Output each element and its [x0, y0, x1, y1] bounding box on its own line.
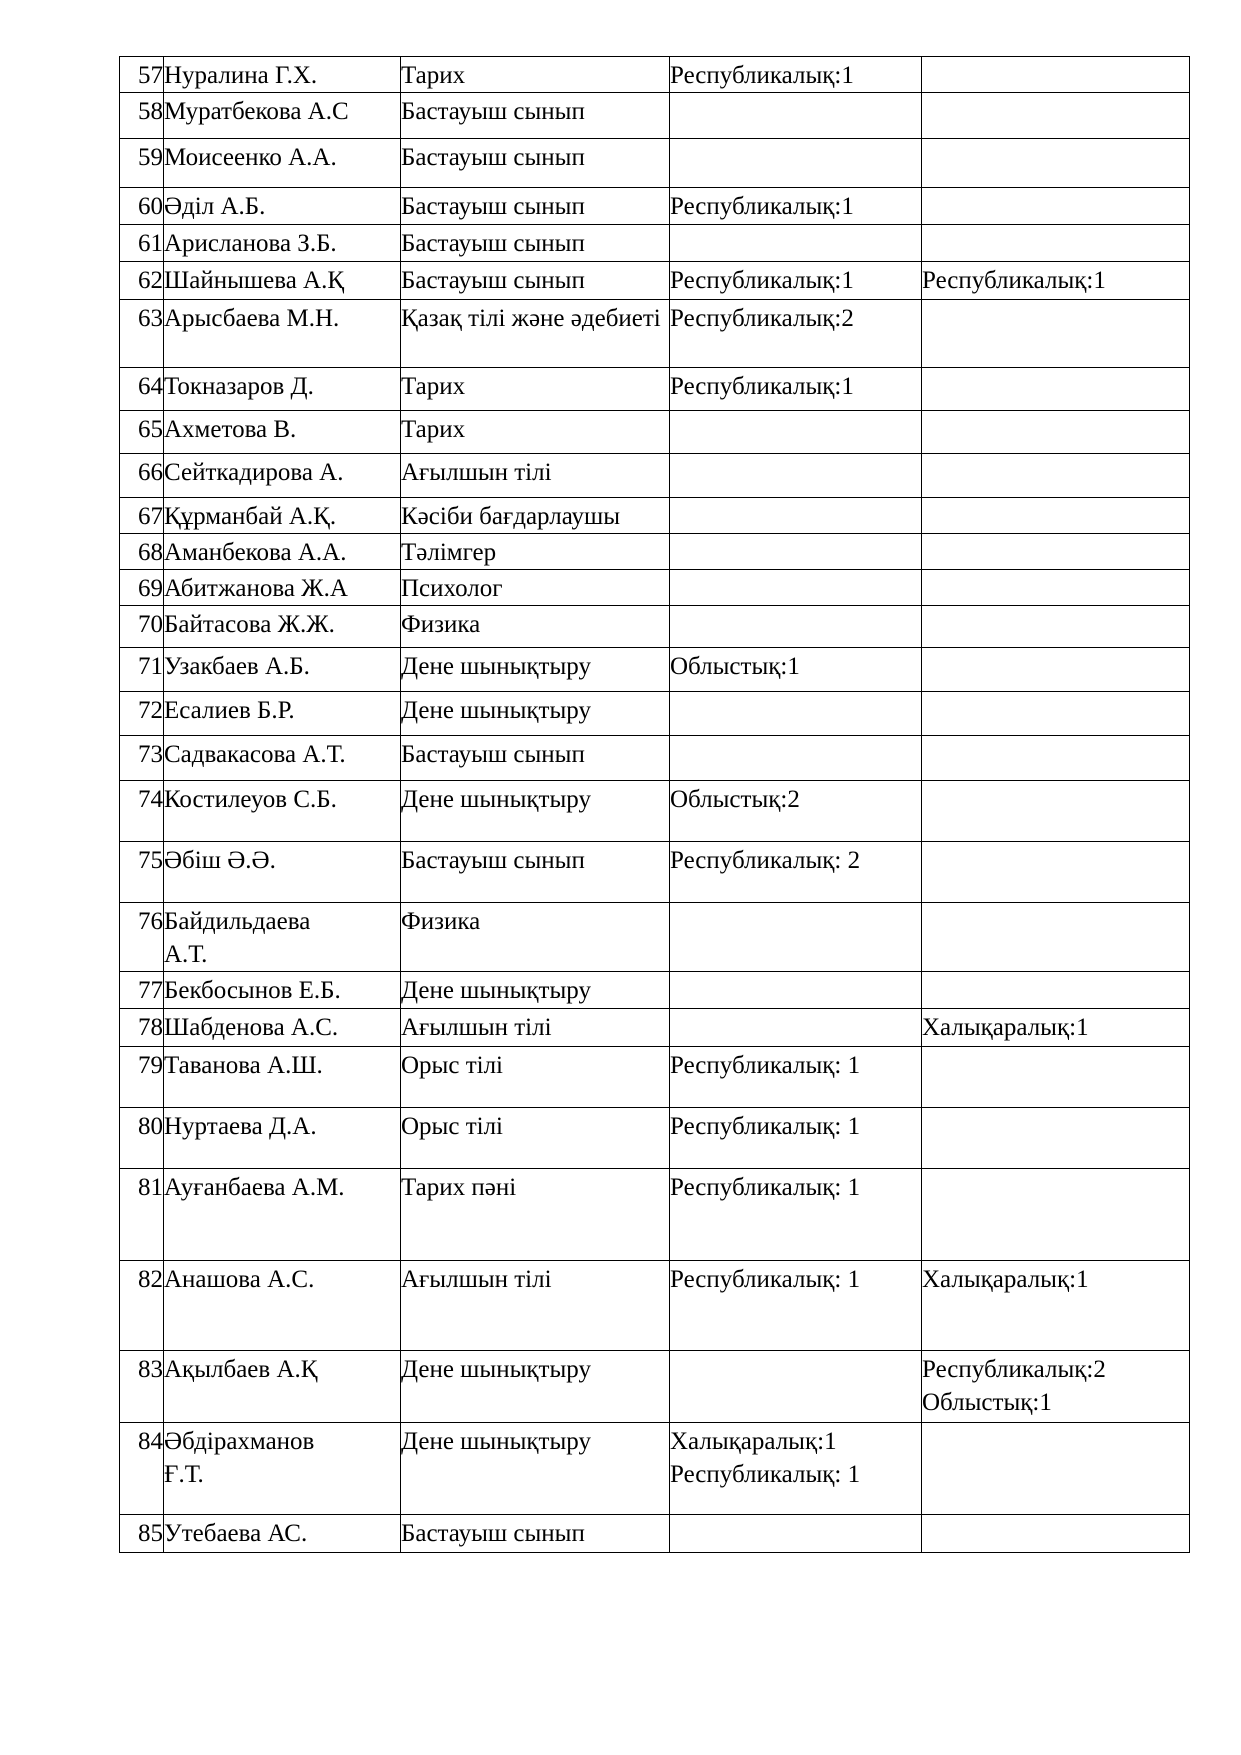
award-cell-b — [922, 781, 1190, 842]
teacher-name-cell: Анашова А.С. — [164, 1261, 401, 1351]
teacher-name-cell: Узакбаев А.Б. — [164, 648, 401, 692]
subject-cell: Дене шынықтыру — [401, 1351, 670, 1423]
table-row — [120, 842, 1190, 903]
subject-cell: Кәсіби бағдарлаушы — [401, 498, 670, 534]
award-cell-b — [922, 454, 1190, 498]
row-number-cell: 79 — [120, 1047, 164, 1108]
award-cell-b — [922, 1423, 1190, 1515]
teacher-name-cell: Нуртаева Д.А. — [164, 1108, 401, 1169]
teacher-name-cell: Аманбекова А.А. — [164, 534, 401, 570]
award-cell-b — [922, 534, 1190, 570]
award-cell-b — [922, 1169, 1190, 1261]
row-number-cell: 76 — [120, 903, 164, 972]
subject-cell: Орыс тілі — [401, 1047, 670, 1108]
teacher-name-cell: Абитжанова Ж.А — [164, 570, 401, 606]
award-cell-b — [922, 692, 1190, 736]
award-cell-a: Халықаралық:1 Республикалық: 1 — [670, 1423, 922, 1515]
subject-cell: Қазақ тілі және әдебиеті — [401, 300, 670, 368]
subject-cell: Дене шынықтыру — [401, 972, 670, 1009]
table-row — [120, 736, 1190, 781]
teacher-name-cell: Ахметова В. — [164, 411, 401, 454]
award-cell-a — [670, 903, 922, 972]
subject-cell: Ағылшын тілі — [401, 1261, 670, 1351]
table-row — [120, 606, 1190, 648]
subject-cell: Дене шынықтыру — [401, 648, 670, 692]
subject-cell: Бастауыш сынып — [401, 188, 670, 225]
table-row — [120, 570, 1190, 606]
teacher-name-cell: Сейткадирова А. — [164, 454, 401, 498]
award-cell-a — [670, 225, 922, 262]
award-cell-b — [922, 57, 1190, 93]
row-number-cell: 74 — [120, 781, 164, 842]
award-cell-a: Республикалық: 2 — [670, 842, 922, 903]
award-cell-b — [922, 1108, 1190, 1169]
subject-cell: Дене шынықтыру — [401, 781, 670, 842]
teacher-name-cell: Бекбосынов Е.Б. — [164, 972, 401, 1009]
teacher-name-cell: Токназаров Д. — [164, 368, 401, 411]
award-cell-b — [922, 300, 1190, 368]
award-cell-a — [670, 570, 922, 606]
table-row — [120, 1009, 1190, 1047]
award-cell-b — [922, 736, 1190, 781]
table-row — [120, 1423, 1190, 1515]
teacher-name-cell: Муратбекова А.С — [164, 93, 401, 139]
award-cell-a — [670, 1351, 922, 1423]
teacher-name-cell: Нуралина Г.Х. — [164, 57, 401, 93]
table-row — [120, 139, 1190, 188]
teacher-name-cell: Костилеуов С.Б. — [164, 781, 401, 842]
row-number-cell: 81 — [120, 1169, 164, 1261]
award-cell-b — [922, 1047, 1190, 1108]
teacher-name-cell: Әбіш Ә.Ә. — [164, 842, 401, 903]
row-number-cell: 73 — [120, 736, 164, 781]
teacher-name-cell: Ауғанбаева А.М. — [164, 1169, 401, 1261]
row-number-cell: 82 — [120, 1261, 164, 1351]
subject-cell: Бастауыш сынып — [401, 262, 670, 300]
award-cell-a: Республикалық:2 — [670, 300, 922, 368]
award-cell-b — [922, 570, 1190, 606]
subject-cell: Бастауыш сынып — [401, 736, 670, 781]
table-row — [120, 534, 1190, 570]
row-number-cell: 80 — [120, 1108, 164, 1169]
award-cell-b — [922, 972, 1190, 1009]
award-cell-a — [670, 606, 922, 648]
award-cell-b — [922, 411, 1190, 454]
award-cell-a: Республикалық: 1 — [670, 1169, 922, 1261]
award-cell-b — [922, 498, 1190, 534]
award-cell-b — [922, 188, 1190, 225]
teacher-name-cell: Таванова А.Ш. — [164, 1047, 401, 1108]
subject-cell: Бастауыш сынып — [401, 225, 670, 262]
award-cell-b — [922, 1515, 1190, 1553]
teacher-name-cell: Әбдірахманов Ғ.Т. — [164, 1423, 401, 1515]
subject-cell: Физика — [401, 903, 670, 972]
teacher-name-cell: Шайнышева А.Қ — [164, 262, 401, 300]
subject-cell: Тәлімгер — [401, 534, 670, 570]
subject-cell: Тарих пәні — [401, 1169, 670, 1261]
row-number-cell: 58 — [120, 93, 164, 139]
subject-cell: Физика — [401, 606, 670, 648]
award-cell-b — [922, 842, 1190, 903]
award-cell-a — [670, 972, 922, 1009]
award-cell-a — [670, 736, 922, 781]
award-cell-b — [922, 93, 1190, 139]
award-cell-a: Республикалық:1 — [670, 57, 922, 93]
subject-cell: Дене шынықтыру — [401, 692, 670, 736]
row-number-cell: 71 — [120, 648, 164, 692]
row-number-cell: 83 — [120, 1351, 164, 1423]
teacher-name-cell: Утебаева АС. — [164, 1515, 401, 1553]
award-cell-b — [922, 368, 1190, 411]
table-row — [120, 188, 1190, 225]
teacher-name-cell: Байтасова Ж.Ж. — [164, 606, 401, 648]
table-row — [120, 1351, 1190, 1423]
teacher-name-cell: Ақылбаев А.Қ — [164, 1351, 401, 1423]
subject-cell: Ағылшын тілі — [401, 454, 670, 498]
teacher-name-cell: Садвакасова А.Т. — [164, 736, 401, 781]
subject-cell: Ағылшын тілі — [401, 1009, 670, 1047]
table-row — [120, 57, 1190, 93]
table-row — [120, 498, 1190, 534]
award-cell-b — [922, 139, 1190, 188]
award-cell-a — [670, 93, 922, 139]
table-row — [120, 1108, 1190, 1169]
row-number-cell: 62 — [120, 262, 164, 300]
award-cell-b — [922, 225, 1190, 262]
table-row — [120, 262, 1190, 300]
teacher-name-cell: Моисеенко А.А. — [164, 139, 401, 188]
teacher-name-cell: Байдильдаева А.Т. — [164, 903, 401, 972]
row-number-cell: 72 — [120, 692, 164, 736]
teacher-name-cell: Құрманбай А.Қ. — [164, 498, 401, 534]
award-cell-a — [670, 692, 922, 736]
row-number-cell: 68 — [120, 534, 164, 570]
table-row — [120, 225, 1190, 262]
row-number-cell: 84 — [120, 1423, 164, 1515]
table-row — [120, 1515, 1190, 1553]
table-row — [120, 692, 1190, 736]
row-number-cell: 69 — [120, 570, 164, 606]
subject-cell: Дене шынықтыру — [401, 1423, 670, 1515]
award-cell-b: Республикалық:2 Облыстық:1 — [922, 1351, 1190, 1423]
row-number-cell: 63 — [120, 300, 164, 368]
row-number-cell: 65 — [120, 411, 164, 454]
award-cell-a — [670, 411, 922, 454]
award-cell-b — [922, 903, 1190, 972]
teacher-name-cell: Арысбаева М.Н. — [164, 300, 401, 368]
table-row — [120, 300, 1190, 368]
table-row — [120, 93, 1190, 139]
subject-cell: Тарих — [401, 368, 670, 411]
subject-cell: Орыс тілі — [401, 1108, 670, 1169]
award-cell-a — [670, 139, 922, 188]
row-number-cell: 78 — [120, 1009, 164, 1047]
award-cell-a: Облыстық:2 — [670, 781, 922, 842]
award-cell-a — [670, 534, 922, 570]
teacher-name-cell: Арисланова З.Б. — [164, 225, 401, 262]
subject-cell: Бастауыш сынып — [401, 93, 670, 139]
table-row — [120, 781, 1190, 842]
table-row — [120, 454, 1190, 498]
award-cell-a: Республикалық:1 — [670, 188, 922, 225]
subject-cell: Бастауыш сынып — [401, 139, 670, 188]
row-number-cell: 59 — [120, 139, 164, 188]
subject-cell: Тарих — [401, 57, 670, 93]
award-cell-a — [670, 1009, 922, 1047]
table-row — [120, 648, 1190, 692]
row-number-cell: 85 — [120, 1515, 164, 1553]
table-row — [120, 1047, 1190, 1108]
table-body — [120, 57, 1190, 1553]
row-number-cell: 70 — [120, 606, 164, 648]
award-cell-a: Республикалық: 1 — [670, 1047, 922, 1108]
teacher-name-cell: Есалиев Б.Р. — [164, 692, 401, 736]
award-cell-a — [670, 454, 922, 498]
award-cell-a — [670, 1515, 922, 1553]
table-row — [120, 1261, 1190, 1351]
subject-cell: Психолог — [401, 570, 670, 606]
table-row — [120, 903, 1190, 972]
award-cell-b — [922, 648, 1190, 692]
award-cell-a: Республикалық:1 — [670, 262, 922, 300]
award-cell-b: Халықаралық:1 — [922, 1009, 1190, 1047]
award-cell-a — [670, 498, 922, 534]
row-number-cell: 64 — [120, 368, 164, 411]
subject-cell: Тарих — [401, 411, 670, 454]
row-number-cell: 77 — [120, 972, 164, 1009]
teacher-name-cell: Әділ А.Б. — [164, 188, 401, 225]
award-cell-a: Облыстық:1 — [670, 648, 922, 692]
row-number-cell: 75 — [120, 842, 164, 903]
row-number-cell: 67 — [120, 498, 164, 534]
teacher-name-cell: Шабденова А.С. — [164, 1009, 401, 1047]
staff-awards-table — [119, 56, 1190, 1553]
table-row — [120, 368, 1190, 411]
award-cell-b — [922, 606, 1190, 648]
award-cell-b: Халықаралық:1 — [922, 1261, 1190, 1351]
row-number-cell: 57 — [120, 57, 164, 93]
award-cell-a: Республикалық:1 — [670, 368, 922, 411]
award-cell-a: Республикалық: 1 — [670, 1261, 922, 1351]
subject-cell: Бастауыш сынып — [401, 842, 670, 903]
award-cell-b: Республикалық:1 — [922, 262, 1190, 300]
table-row — [120, 972, 1190, 1009]
subject-cell: Бастауыш сынып — [401, 1515, 670, 1553]
table-row — [120, 1169, 1190, 1261]
row-number-cell: 60 — [120, 188, 164, 225]
row-number-cell: 66 — [120, 454, 164, 498]
award-cell-a: Республикалық: 1 — [670, 1108, 922, 1169]
row-number-cell: 61 — [120, 225, 164, 262]
table-row — [120, 411, 1190, 454]
